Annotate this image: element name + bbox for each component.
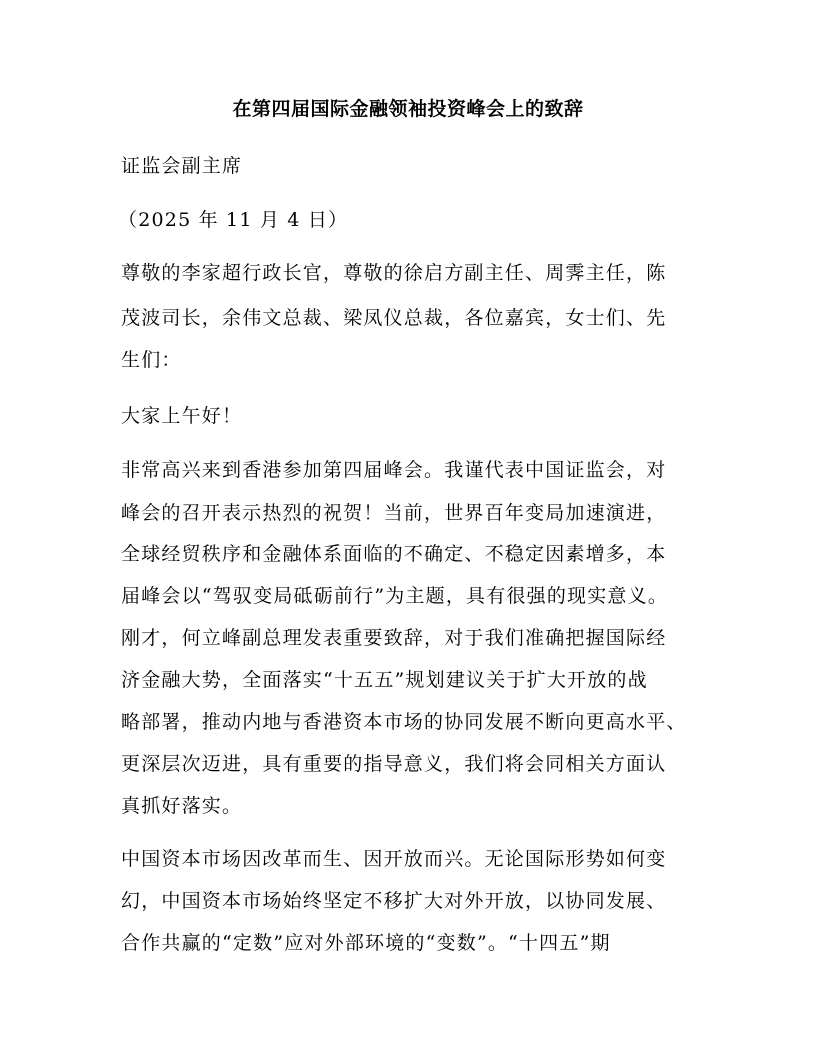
text-line: 中国资本市场因改革而生、因开放而兴。无论国际形势如何变 — [121, 848, 667, 870]
document-title: 在第四届国际金融领袖投资峰会上的致辞 — [232, 98, 584, 120]
text-line: 济金融大势，全面落实“十五五”规划建议关于扩大开放的战 — [121, 669, 648, 691]
text-line: 全球经贸秩序和金融体系面临的不确定、不稳定因素增多，本 — [121, 543, 667, 565]
text-line: 茂波司长，余伟文总裁、梁凤仪总裁，各位嘉宾，女士们、先 — [121, 307, 667, 329]
text-line: 略部署，推动内地与香港资本市场的协同发展不断向更高水平、 — [121, 711, 687, 733]
text-line: 幻，中国资本市场始终坚定不移扩大对外开放，以协同发展、 — [121, 890, 667, 912]
text-line: 更深层次迈进，具有重要的指导意义，我们将会同相关方面认 — [121, 753, 667, 775]
date-line: （2025 年 11 月 4 日） — [118, 209, 349, 231]
text-line: 合作共赢的“定数”应对外部环境的“变数”。“十四五”期 — [121, 932, 611, 954]
speaker-line: 证监会副主席 — [121, 155, 243, 177]
text-line: 大家上午好！ — [121, 405, 243, 427]
text-line: 真抓好落实。 — [121, 795, 243, 817]
text-line: 非常高兴来到香港参加第四届峰会。我谨代表中国证监会，对 — [121, 459, 667, 481]
text-line: 刚才，何立峰副总理发表重要致辞，对于我们准确把握国际经 — [121, 627, 667, 649]
text-line: 尊敬的李家超行政长官，尊敬的徐启方副主任、周霁主任，陈 — [121, 262, 667, 284]
text-line: 届峰会以“驾驭变局砥砺前行”为主题，具有很强的现实意义。 — [121, 585, 669, 607]
text-line: 生们： — [121, 349, 182, 371]
text-line: 峰会的召开表示热烈的祝贺！当前，世界百年变局加速演进， — [121, 502, 667, 524]
